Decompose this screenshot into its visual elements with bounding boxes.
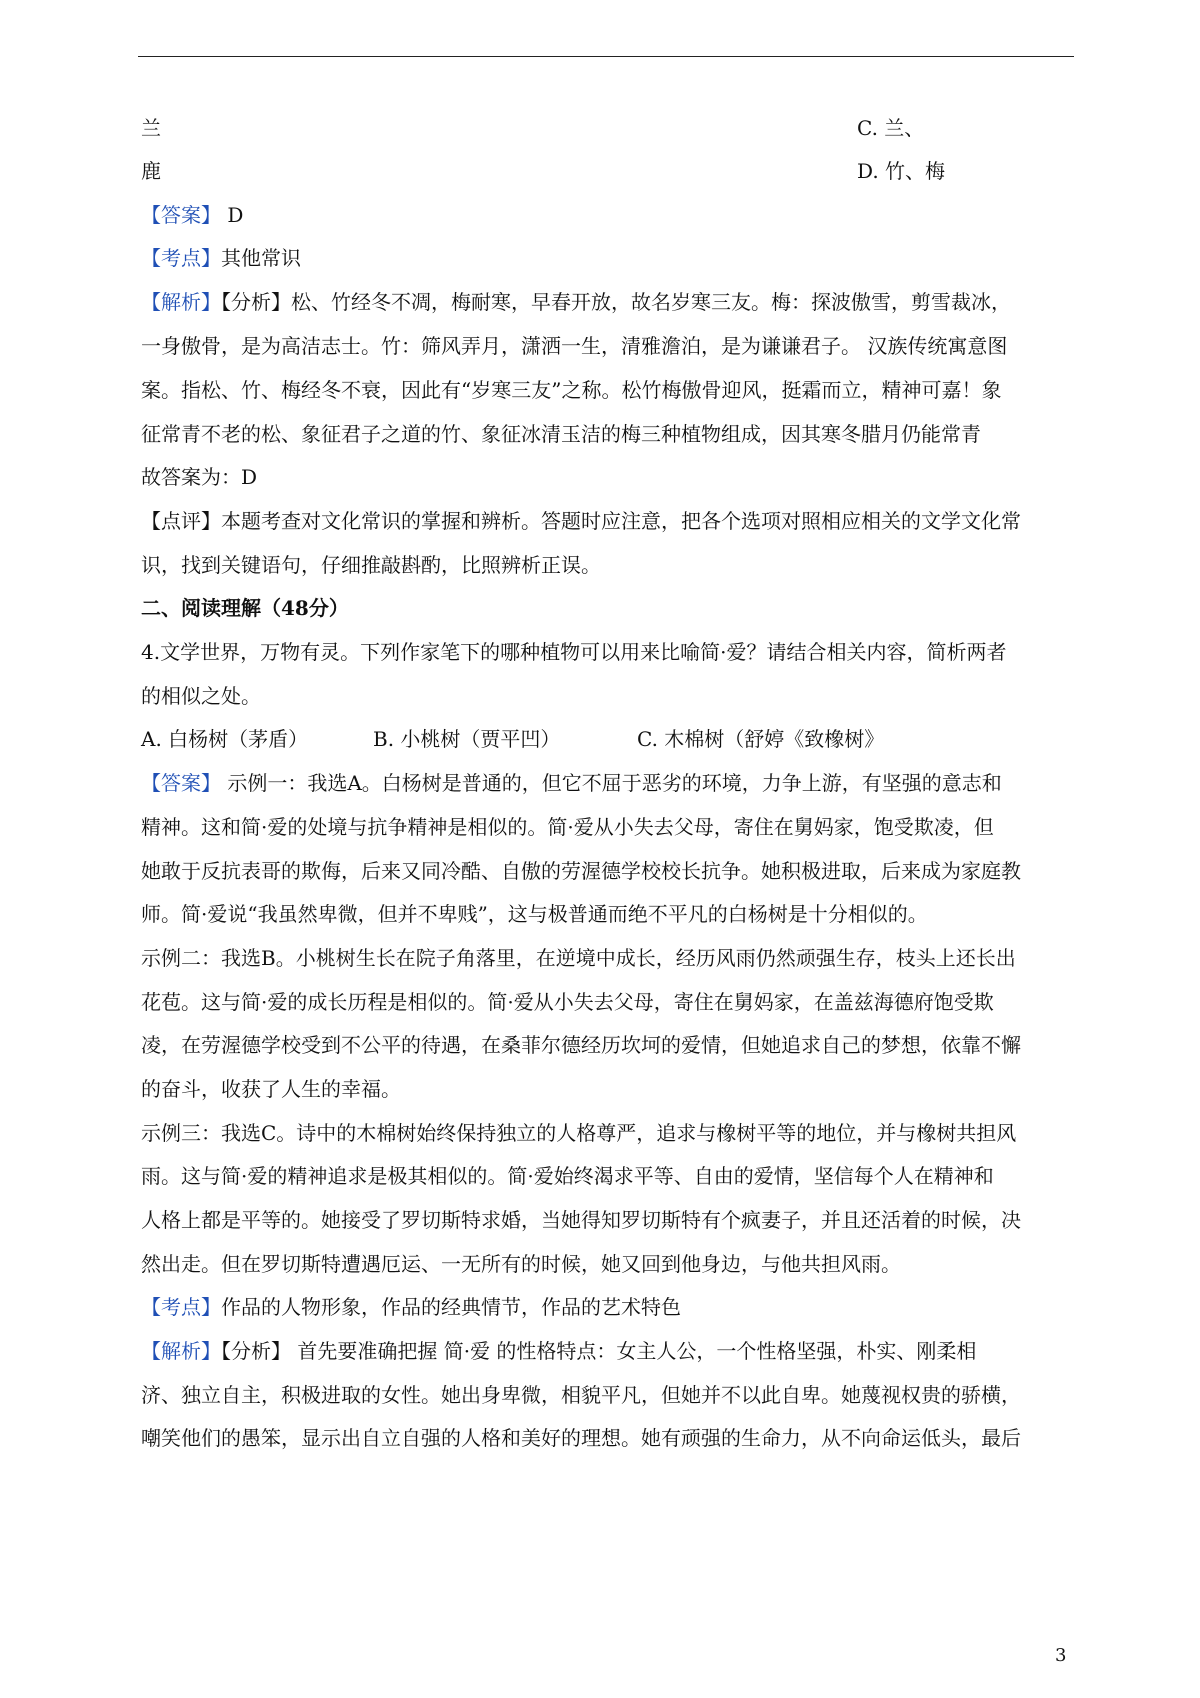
q3-kaodian-line: [141, 244, 301, 274]
jiexi-text: 【分析】松、竹经冬不凋，梅耐寒，早春开放，故名岁寒三友。梅：探波傲雪，剪雪裁冰，: [221, 290, 1011, 314]
q4-jiexi-line-1: 济、独立自主，积极进取的女性。她出身卑微，相貌平凡，但她并不以此自卑。她蔑视权贵的骄横，: [141, 1383, 1021, 1407]
q4-answer-line-7: 的奋斗，收获了人生的幸福。: [141, 1077, 401, 1101]
q4-jiexi-line-0: [141, 1337, 976, 1367]
q4-answer-line-0: [141, 769, 1002, 799]
kaodian-text: 作品的人物形象，作品的经典情节，作品的艺术特色: [221, 1295, 681, 1319]
q4-answer-line-10: 人格上都是平等的。她接受了罗切斯特求婚，当她得知罗切斯特有个疯妻子，并且还活着的时候，决: [141, 1208, 1021, 1232]
q4-answer-line-11: 然出走。但在罗切斯特遭遇厄运、一无所有的时候，她又回到他身边，与他共担风雨。: [141, 1252, 901, 1276]
q4-jiexi-line-2: 嘲笑他们的愚笨，显示出自立自强的人格和美好的理想。她有顽强的生命力，从不向命运低头，最后: [141, 1426, 1021, 1450]
q4-option-c: C. 木棉树（舒婷《致橡树》: [637, 727, 885, 751]
q4-kaodian-line: [141, 1293, 681, 1323]
q4-question-line-0: 4.文学世界，万物有灵。下列作家笔下的哪种植物可以用来比喻简·爱？请结合相关内容，简析两者: [141, 640, 1007, 664]
kaodian-text: 其他常识: [221, 246, 301, 270]
q3-jiexi-line-4: 故答案为：D: [141, 465, 258, 489]
answer-tag: 【答案】: [141, 203, 221, 227]
q4-answer-line-2: 她敢于反抗表哥的欺侮，后来又同冷酷、自傲的劳渥德学校校长抗争。她积极进取，后来成为家庭教: [141, 859, 1021, 883]
option-left-2: 鹿: [141, 159, 161, 183]
option-c: C. 兰、: [857, 116, 925, 140]
jiexi-tag: 【解析】: [141, 1339, 221, 1363]
page-number: 3: [1055, 1645, 1067, 1666]
q4-answer-line-6: 凌，在劳渥德学校受到不公平的待遇，在桑菲尔德经历坎坷的爱情，但她追求自己的梦想，依靠不懈: [141, 1033, 1021, 1057]
q3-answer-line: [141, 201, 243, 231]
kaodian-tag: 【考点】: [141, 1295, 221, 1319]
q4-answer-line-5: 花苞。这与简·爱的成长历程是相似的。简·爱从小失去父母，寄住在舅妈家，在盖兹海德府饱受欺: [141, 990, 994, 1014]
option-left-1: 兰: [141, 116, 161, 140]
q4-answer-line-4: 示例二：我选B。小桃树生长在院子角落里，在逆境中成长，经历风雨仍然顽强生存，枝头上还长出: [141, 946, 1016, 970]
kaodian-tag: 【考点】: [141, 246, 221, 270]
q3-jiexi-line-3: 征常青不老的松、象征君子之道的竹、象征冰清玉洁的梅三种植物组成，因其寒冬腊月仍能常青: [141, 422, 981, 446]
jiexi-text: 【分析】 首先要准确把握 简·爱 的性格特点：女主人公，一个性格坚强，朴实、刚柔相: [221, 1339, 977, 1363]
q3-dianping-line-0: 【点评】本题考查对文化常识的掌握和辨析。答题时应注意，把各个选项对照相应相关的文学文化常: [141, 509, 1021, 533]
q4-options: [141, 725, 884, 755]
header-rule: [138, 56, 1074, 57]
q3-jiexi-line-0: [141, 288, 1011, 318]
answer-text: D: [221, 203, 244, 227]
jiexi-tag: 【解析】: [141, 290, 221, 314]
option-d: D. 竹、梅: [857, 159, 946, 183]
q4-option-a: A. 白杨树（茅盾）: [141, 727, 309, 751]
q4-answer-line-3: 师。简·爱说“我虽然卑微，但并不卑贱”，这与极普通而绝不平凡的白杨树是十分相似的。: [141, 902, 928, 926]
answer-tag: 【答案】: [141, 771, 221, 795]
q4-question-line-1: 的相似之处。: [141, 684, 261, 708]
q4-answer-line-8: 示例三：我选C。诗中的木棉树始终保持独立的人格尊严，追求与橡树平等的地位，并与橡树共担风: [141, 1121, 1017, 1145]
q4-answer-line-1: 精神。这和简·爱的处境与抗争精神是相似的。简·爱从小失去父母，寄住在舅妈家，饱受欺凌，但: [141, 815, 994, 839]
q3-dianping-line-1: 识，找到关键语句，仔细推敲斟酌，比照辨析正误。: [141, 553, 601, 577]
answer-text: 示例一：我选A。白杨树是普通的，但它不屈于恶劣的环境，力争上游，有坚强的意志和: [221, 771, 1002, 795]
q4-option-b: B. 小桃树（贾平凹）: [373, 727, 561, 751]
section-title: 二、阅读理解（48分）: [141, 596, 349, 620]
q3-jiexi-line-1: 一身傲骨，是为高洁志士。竹：筛风弄月，潇洒一生，清雅澹泊，是为谦谦君子。 汉族传统寓意图: [141, 334, 1008, 358]
q4-answer-line-9: 雨。这与简·爱的精神追求是极其相似的。简·爱始终渴求平等、自由的爱情，坚信每个人在精神和: [141, 1164, 994, 1188]
q3-jiexi-line-2: 案。指松、竹、梅经冬不衰，因此有“岁寒三友”之称。松竹梅傲骨迎风，挺霜而立，精神可嘉！象: [141, 378, 1002, 402]
